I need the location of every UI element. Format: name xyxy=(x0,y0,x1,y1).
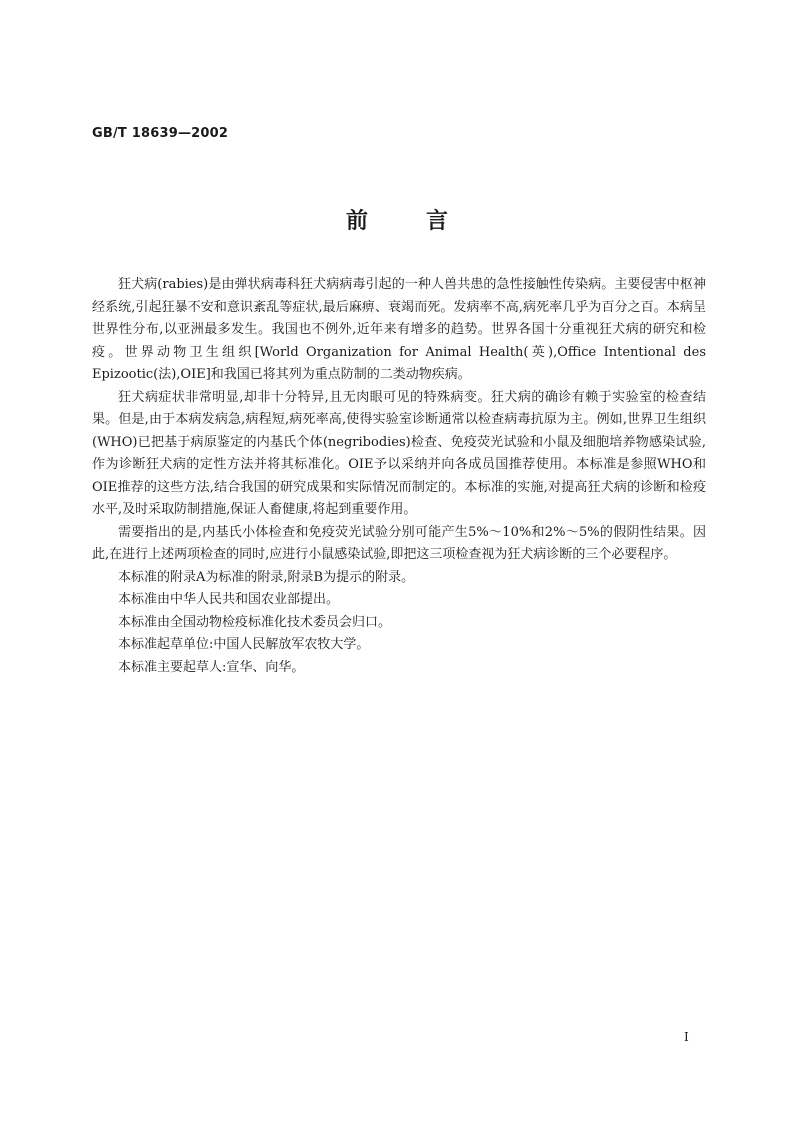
paragraph-proposed-by: 本标准由中华人民共和国农业部提出。 xyxy=(118,592,340,607)
paragraph-rabies-overview: 狂犬病(rabies)是由弹状病毒科狂犬病病毒引起的一种人兽共患的急性接触性传染病。主要侵害中枢神经系统,引起狂暴不安和意识紊乱等症状,最后麻痹、衰竭而死。发病率不高,病死率几乎为百分之百。本病呈世界性分布,以亚洲最多发生。我国也不例外,近年来有增多的趋势。世界各国十分重视狂犬病的研究和检疫。世界动物卫生组织[World Organization for Animal Health(英),Office Intentional des Epizootic(法),OIE]和我国已将其列为重点防制的二类动物疾病。 xyxy=(92,277,706,382)
page-number: I xyxy=(684,1030,689,1044)
foreword-body xyxy=(92,274,706,679)
paragraph-centralized-by: 本标准由全国动物检疫标准化技术委员会归口。 xyxy=(118,614,392,630)
paragraph-appendix-note: 本标准的附录A为标准的附录,附录B为提示的附录。 xyxy=(118,569,415,585)
paragraph-drafting-unit: 本标准起草单位:中国人民解放军农牧大学。 xyxy=(118,637,370,652)
paragraph-drafters: 本标准主要起草人:宣华、向华。 xyxy=(118,659,305,675)
paragraph-diagnosis-methods: 狂犬病症状非常明显,却非十分特异,且无肉眼可见的特殊病变。狂犬病的确诊有赖于实验室的检查结果。但是,由于本病发病急,病程短,病死率高,使得实验室诊断通常以检查病毒抗原为主。例如,世界卫生组织(WHO)已把基于病原鉴定的内基氏个体(negribodies)检查、免疫荧光试验和小鼠及细胞培养物感染试验,作为诊断狂犬病的定性方法并将其标准化。OIE予以采纳并向各成员国推荐使用。本标准是参照WHO和OIE推荐的这些方法,结合我国的研究成果和实际情况而制定的。本标准的实施,对提高狂犬病的诊断和检疫水平,及时采取防制措施,保证人畜健康,将起到重要作用。 xyxy=(92,389,706,517)
paragraph-false-negative-note: 需要指出的是,内基氏小体检查和免疫荧光试验分别可能产生5%～10%和2%～5%的假阴性结果。因此,在进行上述两项检查的同时,应进行小鼠感染试验,即把这三项检查视为狂犬病诊断的三个必要程序。 xyxy=(92,524,706,562)
standard-code: GB/T 18639—2002 xyxy=(92,126,229,141)
page-title: 前言 xyxy=(345,209,506,234)
